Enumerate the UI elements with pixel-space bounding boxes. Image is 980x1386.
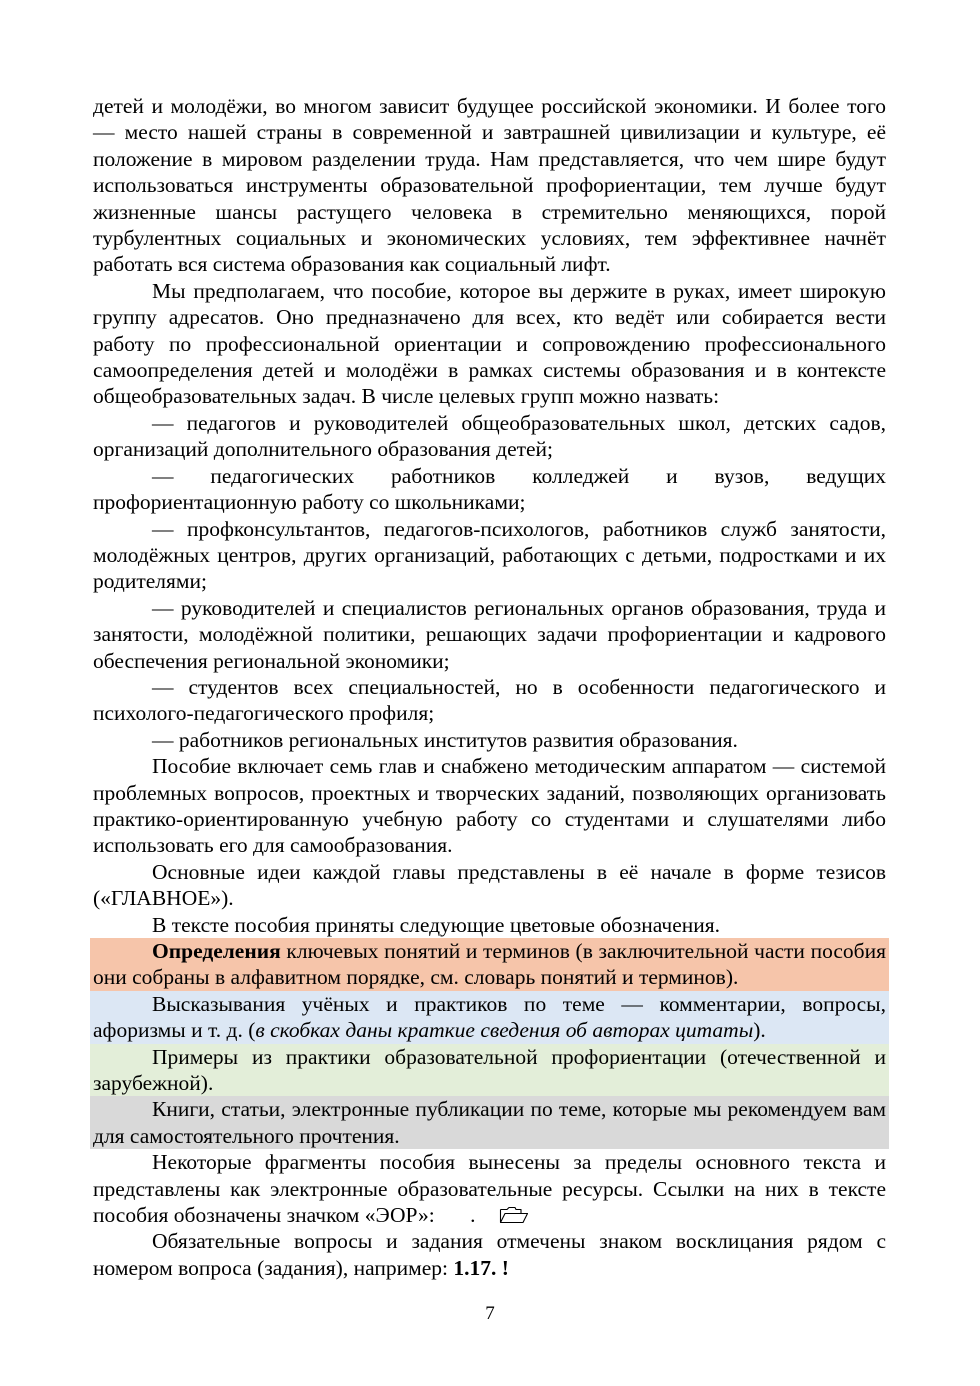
paragraph-audience: Мы предполагаем, что пособие, которое вы держите в руках, имеет широкую группу адресатов. Оно предназначено для всех, кто ведёт или собирается вести работу по профессиональной ориентации и сопровождению профессионального самоопределения детей и молодёжи в рамках системы образования и в контексте общеобразовательных задач. В числе целевых групп можно назвать: [93, 278, 886, 409]
paragraph-intro-continued: детей и молодёжи, во многом зависит будущее российской экономики. И более того — место нашей страны в современной и завтрашней цивилизации и культуре, её положение в мировом разделении труда. Нам представляется, что чем шире будут использоваться инструменты образовательной профориентации, тем лучше будут жизненные шансы растущего человека в стремительно меняющихся, порой турбулентных социальных и экономических условиях, тем эффективнее начнёт работать вся система образования как социальный лифт. [93, 94, 886, 277]
definitions-text: ключевых понятий и терминов (в заключительной части пособия они собраны в алфавитном порядке, см. словарь понятий и терминов). [93, 939, 886, 990]
folder-icon [440, 1204, 470, 1222]
paragraph-main-ideas: Основные идеи каждой главы представлены в её начале в форме тезисов («ГЛАВНОЕ»). [93, 859, 886, 911]
mandatory-example: 1.17. ! [453, 1255, 509, 1280]
eor-text: Некоторые фрагменты пособия вынесены за пределы основного текста и представлены как электронные образовательные ресурсы. Ссылки на них в тексте пособия обозначены значком «ЭОР»: [93, 1150, 886, 1228]
paragraph-eor [93, 1149, 886, 1228]
eor-end: . [470, 1203, 476, 1228]
paragraph-mandatory-questions [93, 1228, 886, 1281]
page-number: 7 [485, 1303, 495, 1324]
mandatory-text: Обязательные вопросы и задания отмечены знаком восклицания рядом с номером вопроса (задания), например: [93, 1229, 886, 1280]
list-item: — педагогических работников колледжей и вузов, ведущих профориентационную работу со школьниками; [93, 463, 886, 515]
legend-definitions-block [90, 938, 889, 991]
list-item: — работников региональных институтов развития образования. [152, 727, 738, 752]
legend-examples-block: Примеры из практики образовательной профориентации (отечественной и зарубежной). [90, 1044, 889, 1097]
legend-books-block: Книги, статьи, электронные публикации по теме, которые мы рекомендуем вам для самостоятельного прочтения. [90, 1096, 889, 1149]
list-item: — профконсультантов, педагогов-психологов, работников служб занятости, молодёжных центров, других организаций, работающих с детьми, подростками и их родителями; [93, 516, 886, 594]
paragraph-color-legend-intro: В тексте пособия приняты следующие цветовые обозначения. [152, 912, 721, 937]
definitions-label: Определения [152, 939, 281, 963]
quotes-text: Высказывания учёных и практиков по теме — комментарии, вопросы, афоризмы и т. д. ( [93, 991, 886, 1043]
quotes-end: ). [753, 1018, 766, 1043]
list-item: — руководителей и специалистов региональных органов образования, труда и занятости, молодёжной политики, решающих задачи профориентации и кадрового обеспечения региональной экономики; [93, 595, 886, 673]
list-item: — педагогов и руководителей общеобразовательных школ, детских садов, организаций дополнительного образования детей; [93, 410, 886, 462]
quotes-italic-note: в скобках даны краткие сведения об авторах цитаты [255, 1018, 754, 1043]
list-item: — студентов всех специальностей, но в особенности педагогического и психолого-педагогического профиля; [93, 674, 886, 726]
body-text [93, 93, 886, 1281]
legend-quotes-block [90, 991, 889, 1044]
paragraph-methodology: Пособие включает семь глав и снабжено методическим аппаратом — системой проблемных вопросов, проектных и творческих заданий, позволяющих организовать практико-ориентированную учебную работу со студентами и слушателями либо использовать его для самообразования. [93, 754, 886, 858]
